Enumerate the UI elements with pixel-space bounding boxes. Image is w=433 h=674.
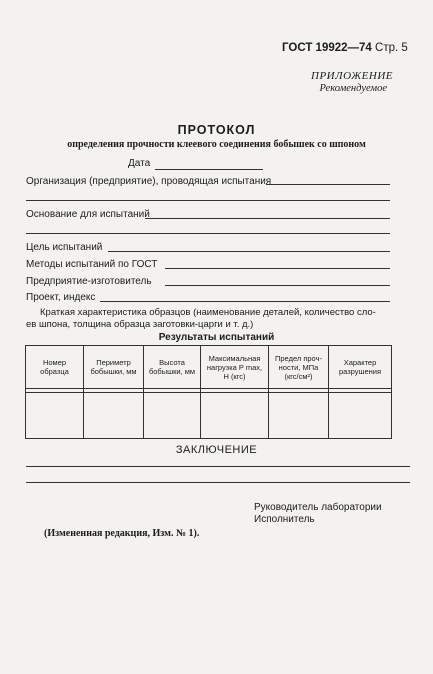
organization-line-2 (26, 200, 390, 201)
column-header: Характер разрушения (329, 346, 392, 389)
column-header: Предел проч- ности, МПа (кгс/см²) (269, 346, 329, 389)
table-header-row (26, 346, 392, 389)
document-header (282, 42, 408, 54)
manufacturer-line (165, 285, 390, 286)
table-row (26, 393, 392, 439)
basis-line-2 (26, 233, 390, 234)
basis-line (145, 218, 390, 219)
conclusion-line-1 (26, 466, 410, 467)
methods-label: Методы испытаний по ГОСТ (26, 259, 158, 270)
column-header: Номер образца (26, 346, 84, 389)
appendix-status: Рекомендуемое (319, 83, 387, 94)
appendix-label: ПРИЛОЖЕНИЕ (311, 70, 393, 82)
date-line (155, 169, 263, 170)
revision-note: (Измененная редакция, Изм. № 1). (44, 528, 200, 539)
column-header: Максимальная нагрузка P max, Н (кгс) (201, 346, 269, 389)
samples-description-line-1: Краткая характеристика образцов (наименование деталей, количество сло- (40, 307, 376, 318)
date-label: Дата (128, 158, 151, 169)
protocol-subtitle: определения прочности клеевого соединения бобышек со шпоном (67, 139, 366, 150)
samples-description-line-2: ев шпона, толщина образца заготовки-царги и т. д.) (26, 319, 254, 330)
conclusion-line-2 (26, 482, 410, 483)
basis-label: Основание для испытаний (26, 209, 150, 220)
executor-signature: Исполнитель (254, 514, 315, 525)
organization-line (266, 184, 390, 185)
results-table (25, 345, 392, 439)
results-title: Результаты испытаний (158, 332, 275, 343)
lab-head-signature: Руководитель лаборатории (254, 502, 382, 513)
project-label: Проект, индекс (26, 292, 96, 303)
methods-line (165, 268, 390, 269)
conclusion-title: ЗАКЛЮЧЕНИЕ (175, 444, 258, 456)
page-number: Стр. 5 (375, 42, 408, 54)
column-header: Периметр бобышки, мм (84, 346, 144, 389)
manufacturer-label: Предприятие-изготовитель (26, 276, 152, 287)
column-header: Высота бобышки, мм (144, 346, 201, 389)
protocol-title: ПРОТОКОЛ (177, 123, 256, 137)
organization-label: Организация (предприятие), проводящая испытания (26, 176, 272, 187)
project-line (100, 301, 390, 302)
samples-description (26, 307, 406, 331)
standard-code: ГОСТ 19922—74 (282, 42, 372, 54)
purpose-line (108, 251, 390, 252)
purpose-label: Цель испытаний (26, 242, 103, 253)
